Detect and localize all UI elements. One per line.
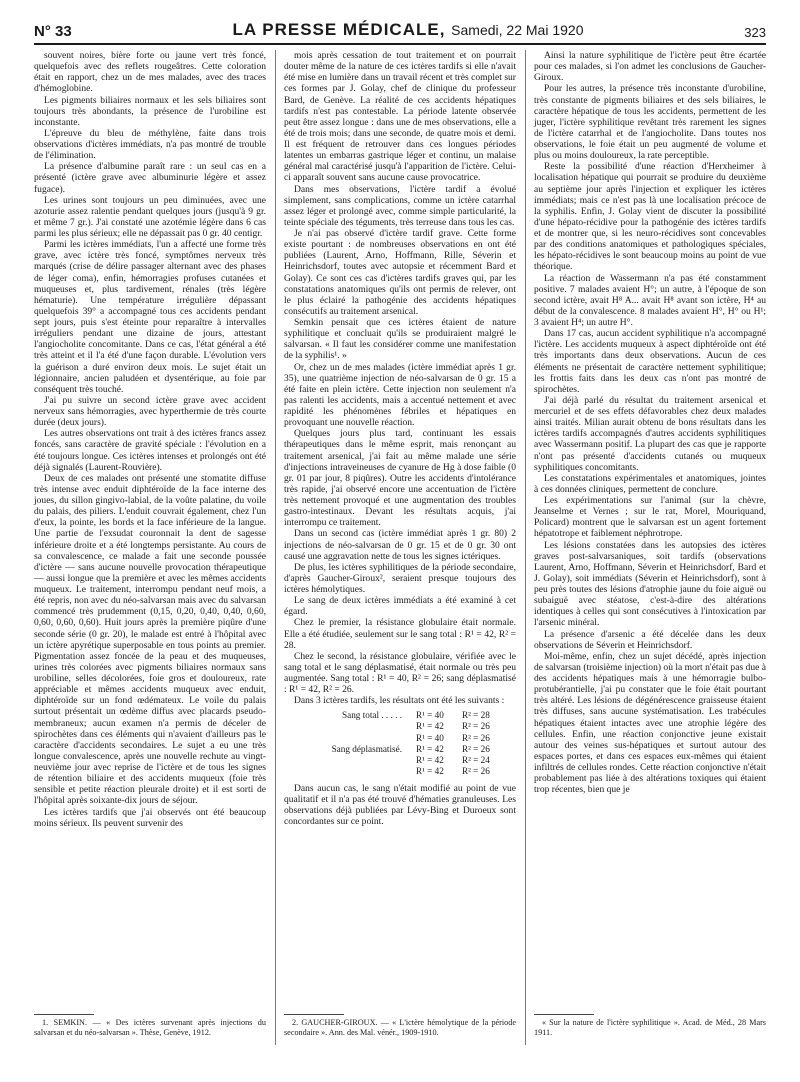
table-cell: R² = 28	[462, 710, 490, 721]
column-2	[284, 50, 516, 1010]
paragraph: Les pigments biliaires normaux et les sels biliaires sont toujours très abondants, la présence de l'urobiline est inconstante.	[34, 94, 266, 128]
paragraph: Les autres observations ont trait à des ictères francs assez foncés, sans caractère de gravité spéciale : l'évolution en a été toujours longue. Ces ictères intenses et prolongés ont été déjà signalés (Laurent-Rouvière).	[34, 428, 266, 473]
paragraph: Les ictères tardifs que j'ai observés ont été beaucoup moins sérieux. Ils peuvent survenir des	[34, 806, 266, 829]
paragraph: J'ai déjà parlé du résultat du traitement arsenical et mercuriel et de ses effets défavorables chez deux malades ainsi traités. Milian aurait obtenu de bons résultats dans les ictères tardifs accompagnés d'autres accidents syphilitiques avec Wassermann positif. La plupart des cas que je rapporte n'ont pas présenté d'accidents cutanés ou muqueux syphilitiques concomitants.	[534, 394, 766, 473]
table-row	[302, 744, 516, 755]
table-cell: R² = 26	[462, 721, 490, 732]
paragraph: souvent noires, bière forte ou jaune vert très foncé, quelquefois avec des reflets rougeâtres. Cette coloration était en rapport, chez un de mes malades, avec des traces d'hémoglobine.	[34, 50, 266, 95]
column-1	[34, 50, 266, 1010]
footnote-1	[34, 1012, 266, 1037]
table-row	[302, 721, 516, 732]
paragraph: Dans mes observations, l'ictère tardif a évolué simplement, sans complications, comme un ictère catarrhal assez léger et prolongé avec, comme simple particularité, la teinte spéciale des téguments, très terreuse dans tous les cas.	[284, 183, 516, 228]
paragraph: Moi-même, enfin, chez un sujet décédé, après injection de salvarsan (troisième injection) où la mort n'était pas due à des accidents hépatiques mais à une hémorragie bulbo-protubérantielle, j'ai pu constater que le foie était pourtant très altéré. Les lésions de dégénérescence graisseuse étaient très diffuses, sans aucune systématisation. Les trabécules hépatiques étaient intactes avec une atrophie légère des cellules. Enfin, une réaction conjonctive jeune existait autour des veines sus-hépatiques et surtout autour des espaces portes, et dans ces espaces eux-mêmes qui étaient infiltrés de cellules rondes. Cette réaction conjonctive n'était probablement pas liée à des altérations toxiques qui étaient trop récentes, bien que je	[534, 650, 766, 796]
table-row	[302, 755, 516, 766]
paragraph: J'ai pu suivre un second ictère grave avec accident nerveux sans hémorragies, avec hyperthermie de très courte durée (deux jours).	[34, 394, 266, 429]
table-row	[302, 733, 516, 744]
paragraph: De plus, les ictères syphilitiques de la période secondaire, d'après Gaucher-Giroux², seraient presque toujours des ictères hémolytiques.	[284, 561, 516, 595]
paragraph: Chez le second, la résistance globulaire, vérifiée avec le sang total et le sang déplasmatisé, était normale ou très peu augmentée. Sang total : R¹ = 40, R² = 26; sang déplasmatisé : R¹ = 42, R² = 26.	[284, 650, 516, 696]
paragraph: La réaction de Wassermann n'a pas été constamment positive. 7 malades avaient H°; un autre, à l'époque de son second ictère, avait H⁸ A... avait H⁸ avant son ictère, H⁴ au début de la convalescence. 8 malades avaient H°, H° ou H¹; 3 avaient H⁴; un autre H°.	[534, 272, 766, 328]
paragraph: Semkin pensait que ces ictères étaient de nature syphilitique et concluait qu'ils se produiraient malgré le salvarsan. « Il faut les considérer comme une manifestation de la syphilis¹. »	[284, 317, 516, 362]
table-cell: R² = 26	[462, 743, 490, 754]
table-cell: R¹ = 40	[416, 732, 444, 743]
paragraph: La présence d'albumine paraît rare : un seul cas en a présenté (ictère grave avec albuminurie légère et assez fugace).	[34, 161, 266, 195]
journal-name: LA PRESSE MÉDICALE,	[232, 20, 446, 39]
paragraph: Dans aucun cas, le sang n'était modifié au point de vue qualitatif et il n'a pas été trouvé d'hématies granuleuses. Les observations déjà publiées par Lévy-Bing et Duroeux sont concordantes sur ce point.	[284, 782, 516, 828]
paragraph: Dans 3 ictères tardifs, les résultats ont été les suivants :	[294, 695, 505, 707]
table-cell: R¹ = 42	[416, 765, 444, 776]
table-cell: R¹ = 40	[416, 710, 444, 721]
paragraph: Dans un second cas (ictère immédiat après 1 gr. 80) 2 injections de néo-salvarsan de 0 gr. 15 et de 0 gr. 30 ont causé une aggravation nette de tous les signes ictériques.	[284, 528, 516, 562]
paragraph: Les expérimentations sur l'animal (sur la chèvre, Jeanselme et Vernes ; sur le rat, Morel, Mouriquand, Policard) montrent que le salvarsan est un agent fortement hépatotrope et faiblement néphrotrope.	[534, 495, 766, 540]
footnote-rule	[534, 1014, 594, 1015]
paragraph: Le sang de deux ictères immédiats a été examiné à cet égard.	[284, 595, 516, 618]
table-cell: R¹ = 42	[416, 743, 444, 754]
table-row	[302, 766, 516, 777]
paragraph: Deux de ces malades ont présenté une stomatite diffuse très intense avec enduit diphtéroïde de la face interne des joues, du sillon gingivo-labial, de la voûte palatine, du voile du palais, des piliers. L'enduit couvrait également, chez l'un d'eux, la pointe, les bords et la face inférieure de la langue. Une partie de l'exsudat couronnait la dent de sagesse inférieure droite et a été longtemps persistante. Au cours de sa convalescence, ce malade a fait une seconde poussée d'ictère — sans aucune nouvelle provocation thérapeutique — aussi longue que la première et avec les mêmes accidents muqueux. Le traitement, interrompu pendant neuf mois, a été repris, non avec du néo-salvarsan mais avec du salvarsan commencé très prudemment (0,15, 0,20, 0,40, 0,40, 0,60, 0,60, 0,60, 0,60). Huit jours après la première piqûre d'une seconde série (0 gr. 20), le malade est entré à l'hôpital avec un ictère apyrétique superposable en tous points au premier. Pigmentation assez foncée de la peau et des muqueuses, urines très colorées avec pigments biliaires normaux sans urobiline, selles décolorées, foie gros et douloureux, rate appréciable et mêmes accidents muqueux avec enduit, diphtéroïde sur un fond œdémateux. Le voile du palais surtout présentait un œdème diffus avec placards pseudo-membraneux; aucun examen n'a permis de déceler de spirochètes dans ces éléments qui n'avaient d'ailleurs pas le caractère d'accidents secondaires. Le sujet a eu une très longue convalescence, après une nouvelle rechute au vingt-neuvième jour avec reprise de l'ictère et de tous les signes de rétention biliaire et des accidents muqueux (foie très sensible et petite réaction pleurale droite) et il est sorti de l'hôpital après soixante-dix jours de séjour.	[34, 472, 266, 807]
table-row	[302, 710, 516, 721]
table-cell: R² = 26	[462, 732, 490, 743]
footnote-rule	[34, 1014, 94, 1015]
column-rule-2	[525, 50, 526, 1045]
page-number: 323	[744, 25, 766, 40]
column-3	[534, 50, 766, 1010]
footnote-rule	[284, 1014, 344, 1015]
paragraph: Pour les autres, la présence très inconstante d'urobiline, très constante de pigments biliaires et des sels biliaires, le caractère hépatique de tous les accidents, permettent de les juger, l'ictère syphilitique revêtant très rarement les signes de l'ictère catarrhal et de l'angiocholite. Dans toutes nos observations, le foie était un peu augmenté de volume et plus ou moins douloureux, la rate perceptible.	[534, 83, 766, 162]
table-cell: R¹ = 42	[416, 754, 444, 765]
paragraph: Ainsi la nature syphilitique de l'ictère peut être écartée pour ces malades, si l'on admet les conclusions de Gaucher-Giroux.	[534, 50, 766, 84]
paragraph: Je n'ai pas observé d'ictère tardif grave. Cette forme existe pourtant : de nombreuses observations en ont été publiées (Laurent, Arno, Hoffmann, Rille, Séverin et Heinrichsdorf, toutes avec autopsie et récemment Bard et Golay). Ce sont ces cas d'ictères tardifs graves qui, par les constatations anatomiques qu'ils ont permis de relever, ont le plus éclairé la pathogénie des accidents hépatiques consécutifs au traitement arsenical.	[284, 228, 516, 317]
paragraph: L'épreuve du bleu de méthylène, faite dans trois observations d'ictères immédiats, n'a pas montré de trouble de l'élimination.	[34, 127, 266, 162]
row-label: Sang déplasmatisé.	[331, 743, 402, 754]
page-header	[34, 14, 766, 45]
paragraph: mois après cessation de tout traitement et on pourrait douter même de la nature de ces ictères tardifs si elle n'avait été mise en lumière dans un travail récent et très complet sur ces formes par J. Golay, chef de clinique du professeur Bard, de Genève. La réalité de ces accidents hépatiques tardifs n'est pas contestable. La période latente observée peut être assez longue : dans une de mes observations, elle a été de trois mois; dans une seconde, de quatre mois et demi. Il est fréquent de retrouver dans ces longues périodes latentes un embarras gastrique léger et continu, un malaise général mal caractérisé jusqu'à l'apparition de l'ictère. Celui-ci apparaît souvent sans aucune cause provocatrice.	[284, 50, 516, 184]
paragraph: Les urines sont toujours un peu diminuées, avec une azoturie assez ralentie pendant quelques jours (jusqu'à 9 gr. et même 7 gr.). J'ai constaté une azotémie légère dans 6 cas parmi les plus sérieux; elle ne dépassait pas 0 gr. 40 centigr.	[34, 194, 266, 239]
paragraph: Les lésions constatées dans les autopsies des ictères graves post-salvarsaniques, soit tardifs (observations Laurent, Arno, Hoffmann, Séverin et Heinrichsdorf, Bard et J. Golay), soit immédiats (Séverin et Heinrichsdorf), sont à peu près toutes des lésions d'atrophie jaune du foie aiguë ou subaiguë avec stéatose, c'est-à-dire des altérations identiques à celles qui sont consécutives à l'intoxication par l'arsenic minéral.	[534, 539, 766, 629]
paragraph: Dans 17 cas, aucun accident syphilitique n'a accompagné l'ictère. Les accidents muqueux à aspect diphtéroïde ont été très importants dans deux observations. Aucun de ces éléments ne présentait de caractère nettement syphilitique; les frottis faits dans les deux cas n'ont pas montré de spirochètes.	[534, 328, 766, 395]
footnote-2	[284, 1012, 516, 1037]
table-cell: R¹ = 42	[416, 721, 444, 732]
paragraph: Les constatations expérimentales et anatomiques, jointes à ces données cliniques, permettent de conclure.	[534, 472, 766, 495]
row-label: Sang total . . . . .	[342, 710, 402, 721]
issue-date: Samedi, 22 Mai 1920	[451, 22, 584, 38]
table-cell: R² = 26	[462, 765, 490, 776]
footnote-3	[534, 1012, 766, 1037]
footnote-text: 2. GAUCHER-GIROUX. — « L'ictère hémolytique de la période secondaire ». Ann. des Mal. vénér., 1909-1910.	[284, 1018, 516, 1037]
issue-number: N° 33	[34, 23, 72, 40]
paragraph: Quelques jours plus tard, continuant les essais thérapeutiques dans le même esprit, mais renonçant au traitement arsenical, j'ai fait au même malade une série d'injections intraveineuses de cyanure de Hg à dose faible (0 gr. 01 par jour, 8 piqûres). Outre les accidents d'intolérance très rapide, j'ai observé encore une accentuation de l'ictère très nettement provoqué et une augmentation des troubles gastro-intestinaux. Devant les résultats acquis, j'ai interrompu ce traitement.	[284, 428, 516, 529]
footnote-text: « Sur la nature de l'ictère syphilitique ». Acad. de Méd., 28 Mars 1911.	[534, 1018, 766, 1037]
table-cell: R² = 24	[462, 754, 490, 765]
footnote-text: 1. SEMKIN. — « Des ictères survenant après injections du salvarsan et du néo-salvarsan ». Thèse, Genève, 1912.	[34, 1018, 266, 1037]
resistance-table	[302, 710, 516, 777]
paragraph: Or, chez un de mes malades (ictère immédiat après 1 gr. 35), une quatrième injection de néo-salvarsan de 0 gr. 15 a été faite en plein ictère. Cette injection non seulement n'a pas ralenti les accidents, mais a accentué nettement et avec rapidité les phénomènes fébriles et hépatiques en provoquant une nouvelle réaction.	[284, 361, 516, 429]
paragraph: La présence d'arsenic a été décelée dans les deux observations de Séverin et Heinrichsdorf.	[534, 628, 766, 651]
paragraph: Parmi les ictères immédiats, l'un a affecté une forme très grave, avec ictère très foncé, symptômes nerveux très marqués (crise de délire passager alternant avec des phases de léger coma), enfin, hémorragies profuses cutanées et muqueuses et, plus tardivement, rénales (très légère hématurie). Une température irrégulière dépassant quelquefois 39° a accompagné tous ces accidents pendant sept jours, puis s'est éteinte pour reparaître à intervalles irréguliers pendant une dizaine de jours, attestant l'angiocholite concomitante. Dans ce cas, l'état général a été très atteint et il l'a été d'une façon durable. L'évolution vers la guérison a duré environ deux mois. Le sujet était un légionnaire, ancien paludéen et dysentérique, au foie par conséquent très touché.	[34, 239, 266, 395]
column-rule-1	[275, 50, 276, 1045]
journal-title	[232, 20, 583, 40]
paragraph: Reste la possibilité d'une réaction d'Herxheimer à localisation hépatique qui pourrait se produire du deuxième au septième jour après l'injection et expliquer les ictères immédiats; mais ce n'est pas là une localisation précoce de la syphilis. Enfin, J. Golay vient de discuter la possibilité d'une hépato-récidive pour la pathogénie des ictères tardifs et de montrer que, si les neuro-récidives sont concevables par des conditions anatomiques et pathologiques spéciales, les hépato-récidives le sont beaucoup moins au point de vue théorique.	[534, 161, 766, 273]
paragraph: Chez le premier, la résistance globulaire était normale. Elle a été étudiée, seulement sur le sang total : R¹ = 42, R² = 28.	[284, 617, 516, 651]
